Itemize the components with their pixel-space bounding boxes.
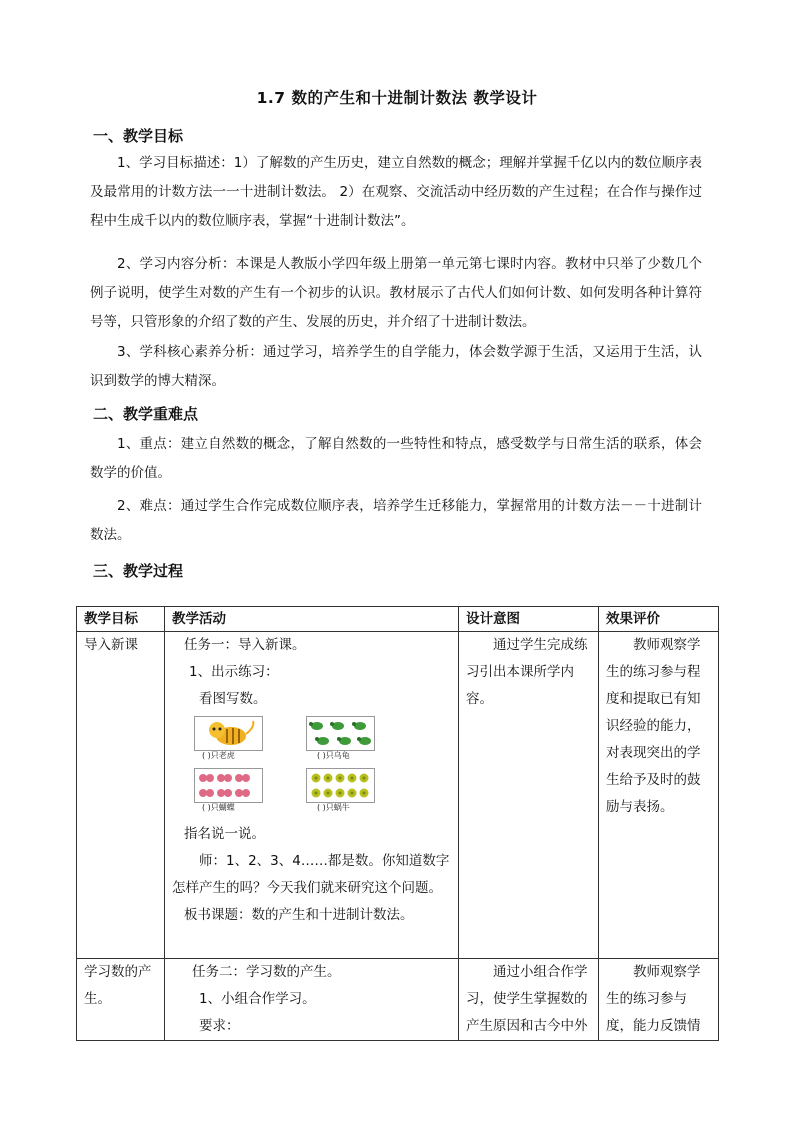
cell-evaluation: 教师观察学生的练习参与度，能力反馈情 [599,959,719,1041]
table-header-row [77,607,719,632]
document-title: 1.7 数的产生和十进制计数法 教学设计 [256,89,538,107]
cell-activity [165,632,459,959]
caption-tiger: ( )只老虎 [202,751,235,760]
cell-intent: 通过小组合作学习，使学生掌握数的产生原因和古今中外 [459,959,599,1041]
butterfly-icon [195,769,262,802]
header-goal: 教学目标 [77,607,165,632]
caption-snail: ( )只蜗牛 [317,803,350,812]
activity-requirements: 要求： [199,1018,240,1034]
activity-task-2: 任务二：学习数的产生。 [192,964,341,980]
cell-activity [165,959,459,1041]
activity-board-title: 板书课题：数的产生和十进制计数法。 [184,907,414,923]
teaching-process-table [76,606,719,1041]
activity-instruction: 看图写数。 [199,691,267,707]
section-heading-objectives: 一、教学目标 [93,127,184,145]
snail-icon [307,769,374,802]
section-heading-key-points: 二、教学重难点 [93,405,199,423]
table-row [77,959,719,1041]
activity-discuss: 指名说一说。 [184,826,265,842]
paragraph-literacy-analysis: 3、学科核心素养分析：通过学习，培养学生的自学能力，体会数学源于生活，又运用于生活，认识到数学的博大精深。 [90,344,702,389]
activity-teacher-question: 师：1、2、3、4……都是数。你知道数字怎样产生的吗？今天我们就来研究这个问题。 [172,853,450,896]
turtle-icon [307,717,374,750]
counting-pictures [172,713,451,821]
activity-task-1: 任务一：导入新课。 [184,637,306,653]
caption-butterfly: ( )只蝴蝶 [202,803,235,812]
paragraph-key-point: 1、重点：建立自然数的概念，了解自然数的一些特性和特点，感受数学与日常生活的联系，体会数学的价值。 [90,436,702,481]
tiger-icon [195,717,262,750]
table-row [77,632,719,959]
cell-evaluation: 教师观察学生的练习参与程度和提取已有知识经验的能力，对表现突出的学生给予及时的鼓励与表扬。 [599,632,719,959]
activity-step-1: 1、出示练习： [189,664,279,680]
header-activity: 教学活动 [165,607,459,632]
paragraph-objective-description: 1、学习目标描述：1）了解数的产生历史，建立自然数的概念；理解并掌握千亿以内的数位顺序表及最常用的计数方法一一十进制计数法。 2）在观察、交流活动中经历数的产生过程；在合作与操作过程中生成千以内的数位顺序表，掌握“十进制计数法”。 [90,155,702,229]
tiger-picture [194,716,263,751]
header-intent: 设计意图 [459,607,599,632]
activity-step-group: 1、小组合作学习。 [199,991,316,1007]
section-heading-process: 三、教学过程 [93,562,184,580]
paragraph-difficulty: 2、难点：通过学生合作完成数位顺序表，培养学生迁移能力，掌握常用的计数方法－－十进制计数法。 [90,498,702,543]
caption-turtle: ( )只乌龟 [317,751,350,760]
cell-intent: 通过学生完成练习引出本课所学内容。 [459,632,599,959]
cell-goal: 学习数的产生。 [77,959,165,1041]
snail-picture [306,768,375,803]
paragraph-content-analysis: 2、学习内容分析：本课是人教版小学四年级上册第一单元第七课时内容。教材中只举了少数几个例子说明，使学生对数的产生有一个初步的认识。教材展示了古代人们如何计数、如何发明各种计算符号等，只管形象的介绍了数的产生、发展的历史，并介绍了十进制计数法。 [90,256,702,330]
header-evaluation: 效果评价 [599,607,719,632]
butterfly-picture [194,768,263,803]
turtle-picture [306,716,375,751]
cell-goal: 导入新课 [77,632,165,959]
